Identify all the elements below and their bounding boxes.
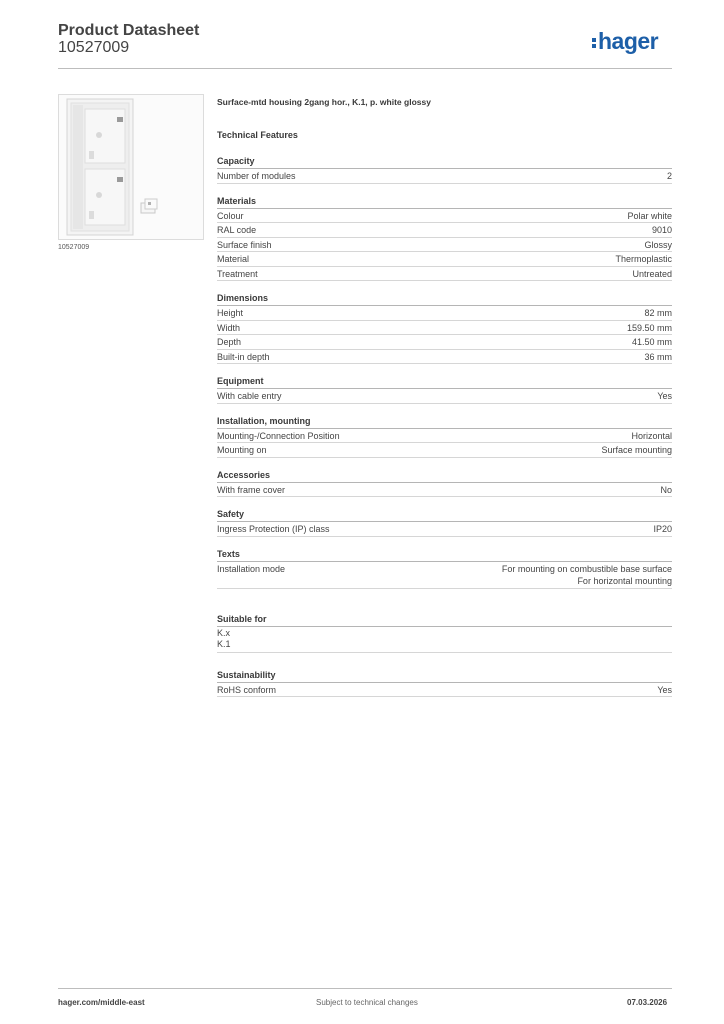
product-image — [58, 94, 204, 240]
spec-value: 36 mm — [644, 351, 672, 362]
spec-label: Treatment — [217, 268, 258, 279]
spec-label: Installation mode — [217, 563, 286, 574]
spec-label: Height — [217, 308, 244, 318]
logo-dots-icon — [592, 36, 597, 50]
spec-row — [217, 321, 672, 336]
spec-row — [217, 267, 672, 282]
header-divider — [58, 68, 672, 69]
section-installation-mounting — [217, 415, 672, 458]
section-title: Materials — [217, 195, 672, 209]
sustainability-rows — [217, 683, 672, 698]
section-title: Texts — [217, 548, 672, 562]
spec-value: IP20 — [653, 524, 672, 534]
section-title: Suitable for — [217, 613, 672, 627]
spec-label: Surface finish — [217, 239, 272, 250]
spec-value: Thermoplastic — [615, 254, 672, 264]
list-item: K.1 — [217, 639, 231, 649]
spec-value: 82 mm — [644, 308, 672, 318]
spec-row — [217, 306, 672, 321]
feature-sections — [217, 155, 672, 589]
section-dimensions — [217, 292, 672, 364]
spec-label: Ingress Protection (IP) class — [217, 524, 330, 534]
spec-value: 9010 — [651, 225, 672, 235]
spec-value-line: For horizontal mounting — [577, 576, 672, 586]
footer-notice: Subject to technical changes — [316, 998, 418, 1007]
spec-label: With cable entry — [217, 391, 282, 401]
footer-divider — [58, 988, 672, 989]
spec-row — [217, 483, 672, 498]
list-item: K.x — [217, 627, 231, 638]
spec-row — [217, 522, 672, 537]
spec-row — [217, 169, 672, 184]
section-materials — [217, 195, 672, 282]
section-title: Installation, mounting — [217, 415, 672, 429]
section-sustainability — [217, 669, 672, 698]
technical-features-heading: Technical Features — [217, 130, 298, 140]
section-title: Safety — [217, 508, 672, 522]
spec-row — [217, 389, 672, 404]
section-accessories — [217, 469, 672, 498]
spec-value: 2 — [666, 171, 672, 181]
section-title: Sustainability — [217, 669, 672, 683]
spec-value: Glossy — [644, 239, 672, 250]
spec-row — [217, 429, 672, 444]
spec-value-line: For mounting on combustible base surface — [501, 563, 672, 574]
spec-row — [217, 223, 672, 238]
spec-row — [217, 562, 672, 589]
product-number: 10527009 — [58, 39, 130, 56]
section-suitable-for — [217, 613, 672, 653]
spec-value: Yes — [657, 391, 672, 401]
suitable-for-list — [217, 627, 672, 653]
logo-text: hager — [598, 28, 659, 54]
spec-label: Mounting-/Connection Position — [217, 430, 340, 441]
spec-row — [217, 335, 672, 350]
spec-value: 159.50 mm — [626, 322, 672, 333]
spec-value: Surface mounting — [601, 445, 672, 455]
datasheet-content — [217, 96, 672, 697]
spec-row — [217, 252, 672, 267]
product-photo-housing-icon — [59, 95, 203, 239]
section-title: Accessories — [217, 469, 672, 483]
section-texts — [217, 548, 672, 589]
spec-label: Material — [217, 254, 250, 264]
spec-label: Width — [217, 322, 241, 333]
spec-value: Horizontal — [631, 430, 672, 441]
spec-label: Number of modules — [217, 171, 296, 181]
spec-label: RoHS conform — [217, 684, 277, 695]
image-caption: 10527009 — [58, 244, 90, 251]
product-name: Surface-mtd housing 2gang hor., K.1, p. white glossy — [217, 97, 431, 107]
section-capacity — [217, 155, 672, 184]
spec-label: Mounting on — [217, 445, 267, 455]
section-title: Dimensions — [217, 292, 672, 306]
page-title: Product Datasheet — [58, 22, 200, 39]
spec-row — [217, 683, 672, 698]
footer-date: 07.03.2026 — [627, 998, 668, 1007]
spec-value — [502, 563, 672, 588]
spec-value: 41.50 mm — [631, 337, 672, 347]
spec-label: Colour — [217, 210, 244, 221]
spec-row — [217, 443, 672, 458]
section-safety — [217, 508, 672, 537]
spec-label: RAL code — [217, 225, 257, 235]
section-title: Capacity — [217, 155, 672, 169]
hager-logo — [592, 28, 658, 55]
spec-value: Yes — [657, 684, 672, 695]
spec-value: No — [660, 484, 672, 495]
footer-website: hager.com/middle-east — [58, 998, 145, 1007]
spec-row — [217, 238, 672, 253]
spec-value: Polar white — [627, 210, 672, 221]
spec-label: Built-in depth — [217, 351, 270, 362]
section-equipment — [217, 375, 672, 404]
section-title: Equipment — [217, 375, 672, 389]
spec-value: Untreated — [632, 268, 672, 279]
spec-row — [217, 209, 672, 224]
spec-label: Depth — [217, 337, 242, 347]
spec-row — [217, 350, 672, 365]
spec-label: With frame cover — [217, 484, 286, 495]
